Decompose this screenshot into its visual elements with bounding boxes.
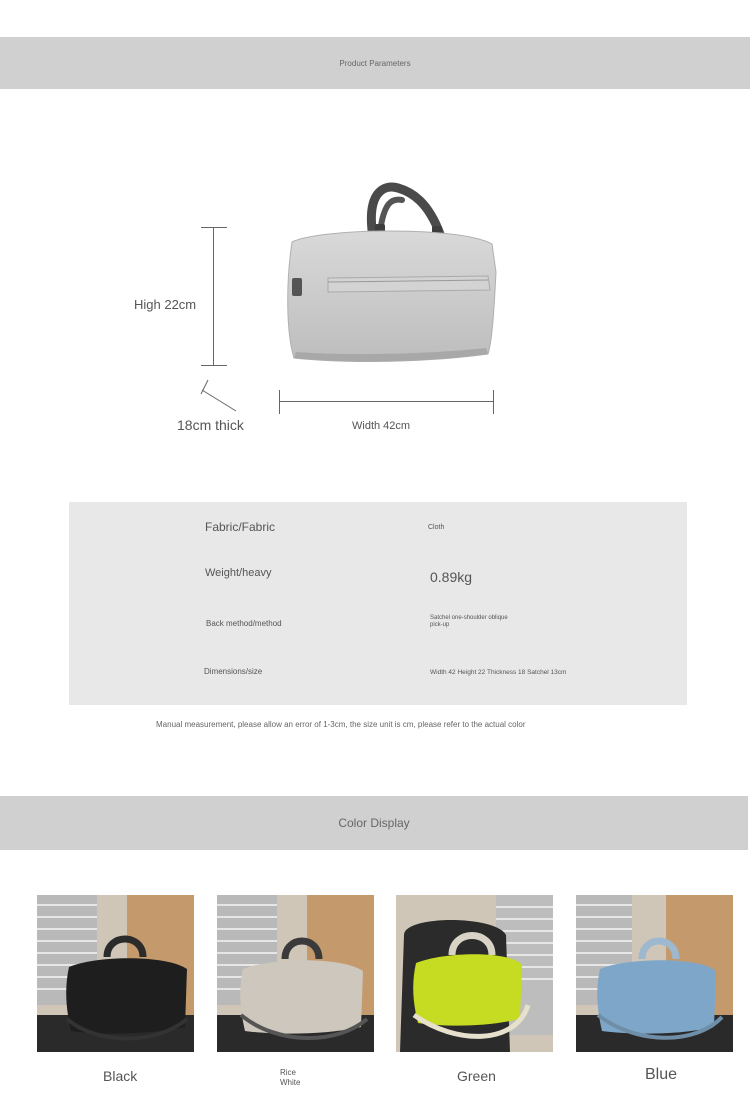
width-label: Width 42cm [352, 420, 411, 432]
spec-value-dimensions: Width 42 Height 22 Thickness 18 Satchel 13cm [430, 669, 567, 676]
spec-label-fabric: Fabric/Fabric [205, 520, 276, 534]
product-parameters-header [0, 37, 750, 89]
height-line [213, 227, 214, 366]
bag-blue-image [576, 895, 733, 1052]
spec-value-weight: 0.89kg [430, 569, 473, 585]
spec-value-back-method-line1: Satchel one-shoulder oblique [430, 615, 508, 621]
color-label-rice-line1: Rice [280, 1068, 297, 1077]
bag-green-image [396, 895, 553, 1052]
bag-product-image [280, 182, 502, 372]
bag-rice-white-image [217, 895, 374, 1052]
color-swatch-black[interactable] [37, 895, 194, 1052]
color-label-black: Black [103, 1068, 138, 1084]
spec-value-back-method-line2: pick-up [430, 622, 450, 628]
product-parameters-title: Product Parameters [339, 58, 411, 68]
height-label: High 22cm [134, 297, 197, 312]
thickness-marker [198, 378, 240, 414]
color-swatch-blue[interactable] [576, 895, 733, 1052]
spec-table [69, 502, 687, 705]
spec-label-back-method: Back method/method [206, 619, 282, 628]
color-display-header [0, 796, 748, 850]
color-display-title: Color Display [338, 816, 410, 830]
thickness-label: 18cm thick [177, 417, 244, 433]
height-cap-top [201, 227, 227, 228]
color-label-white-line2: White [280, 1078, 301, 1087]
color-swatch-rice-white[interactable] [217, 895, 374, 1052]
color-label-blue: Blue [645, 1066, 678, 1083]
bag-black-image [37, 895, 194, 1052]
width-cap-right [493, 390, 494, 414]
color-swatch-green[interactable] [396, 895, 553, 1052]
spec-value-fabric: Cloth [428, 524, 445, 531]
spec-label-dimensions: Dimensions/size [204, 667, 263, 676]
measurement-note: Manual measurement, please allow an error of 1-3cm, the size unit is cm, please refer to the actual color [156, 720, 526, 729]
width-line [279, 401, 494, 402]
width-cap-left [279, 390, 280, 414]
spec-label-weight: Weight/heavy [205, 567, 272, 579]
height-cap-bottom [201, 365, 227, 366]
color-label-green: Green [457, 1068, 496, 1084]
